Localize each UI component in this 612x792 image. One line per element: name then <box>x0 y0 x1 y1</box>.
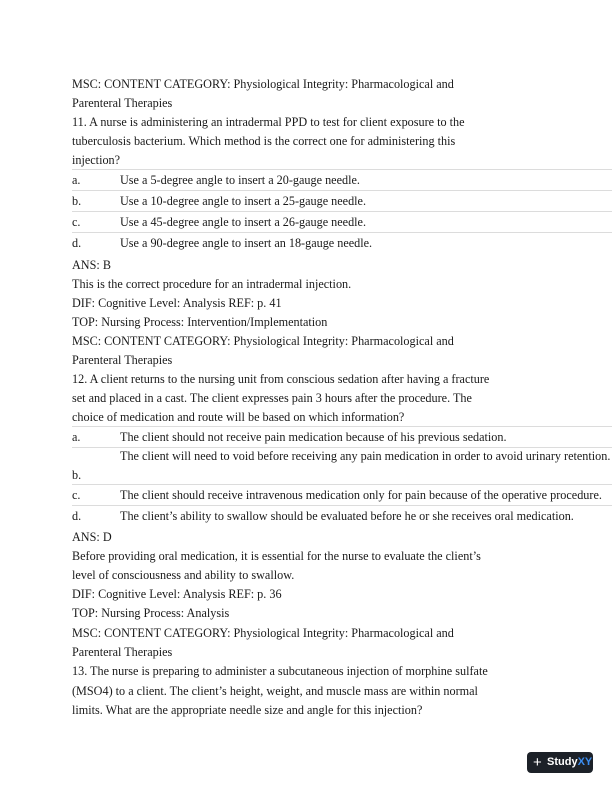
studyxy-badge[interactable] <box>527 752 593 773</box>
question-12-option-a <box>72 426 612 447</box>
question-11-stem: 11. A nurse is administering an intradermal PPD to test for client exposure to the <box>72 115 465 129</box>
rationale-line: Before providing oral medication, it is essential for the nurse to evaluate the client’s <box>72 549 481 563</box>
option-letter: b. <box>72 194 82 208</box>
option-text: Use a 45-degree angle to insert a 26-gauge needle. <box>120 215 367 229</box>
answer-line: ANS: D <box>72 530 112 544</box>
meta-line: Parenteral Therapies <box>72 645 173 659</box>
question-12-stem: 12. A client returns to the nursing unit from conscious sedation after having a fracture <box>72 372 490 386</box>
option-letter: a. <box>72 173 81 187</box>
rationale-line: level of consciousness and ability to swallow. <box>72 568 295 582</box>
meta-line: MSC: CONTENT CATEGORY: Physiological Integrity: Pharmacological and <box>72 626 454 640</box>
question-12-option-c <box>72 484 612 505</box>
option-letter: b. <box>72 468 82 482</box>
option-text: The client should not receive pain medication because of his previous sedation. <box>120 430 507 444</box>
question-12-stem: set and placed in a cast. The client expresses pain 3 hours after the procedure. The <box>72 391 472 405</box>
question-11-stem: tuberculosis bacterium. Which method is the correct one for administering this <box>72 134 456 148</box>
option-letter: c. <box>72 215 81 229</box>
answer-line: ANS: B <box>72 258 111 272</box>
plus-icon: + <box>533 754 542 771</box>
question-13-stem: (MSO4) to a client. The client’s height, weight, and muscle mass are within normal <box>72 684 478 698</box>
meta-line: TOP: Nursing Process: Intervention/Implementation <box>72 315 328 329</box>
meta-line: Parenteral Therapies <box>72 353 173 367</box>
option-text: The client should receive intravenous medication only for pain because of the operative procedure. <box>120 488 602 502</box>
option-text: Use a 5-degree angle to insert a 20-gauge needle. <box>120 173 360 187</box>
question-12-option-b <box>72 447 612 486</box>
question-12-option-d <box>72 505 612 526</box>
rationale-line: This is the correct procedure for an intradermal injection. <box>72 277 352 291</box>
option-text: Use a 90-degree angle to insert an 18-gauge needle. <box>120 236 373 250</box>
option-letter: d. <box>72 509 82 523</box>
question-11-stem: injection? <box>72 153 121 167</box>
meta-line: DIF: Cognitive Level: Analysis REF: p. 36 <box>72 587 282 601</box>
question-11-option-b <box>72 190 612 211</box>
meta-line: DIF: Cognitive Level: Analysis REF: p. 41 <box>72 296 282 310</box>
question-11-option-a <box>72 169 612 190</box>
question-13-stem: limits. What are the appropriate needle size and angle for this injection? <box>72 703 423 717</box>
meta-line: TOP: Nursing Process: Analysis <box>72 606 230 620</box>
option-letter: d. <box>72 236 82 250</box>
question-13-stem: 13. The nurse is preparing to administer a subcutaneous injection of morphine sulfate <box>72 664 488 678</box>
option-letter: c. <box>72 488 81 502</box>
option-letter: a. <box>72 430 81 444</box>
brand-name: StudyXY <box>547 756 593 768</box>
question-11-option-c <box>72 211 612 232</box>
option-text: The client will need to void before receiving any pain medication in order to avoid urinary retention. <box>120 449 611 463</box>
question-12-stem: choice of medication and route will be based on which information? <box>72 410 405 424</box>
option-text: Use a 10-degree angle to insert a 25-gauge needle. <box>120 194 367 208</box>
question-11-option-d <box>72 232 612 253</box>
option-text: The client’s ability to swallow should be evaluated before he or she receives oral medication. <box>120 509 574 523</box>
text-line: Parenteral Therapies <box>72 96 173 110</box>
text-line: MSC: CONTENT CATEGORY: Physiological Integrity: Pharmacological and <box>72 77 454 91</box>
meta-line: MSC: CONTENT CATEGORY: Physiological Integrity: Pharmacological and <box>72 334 454 348</box>
